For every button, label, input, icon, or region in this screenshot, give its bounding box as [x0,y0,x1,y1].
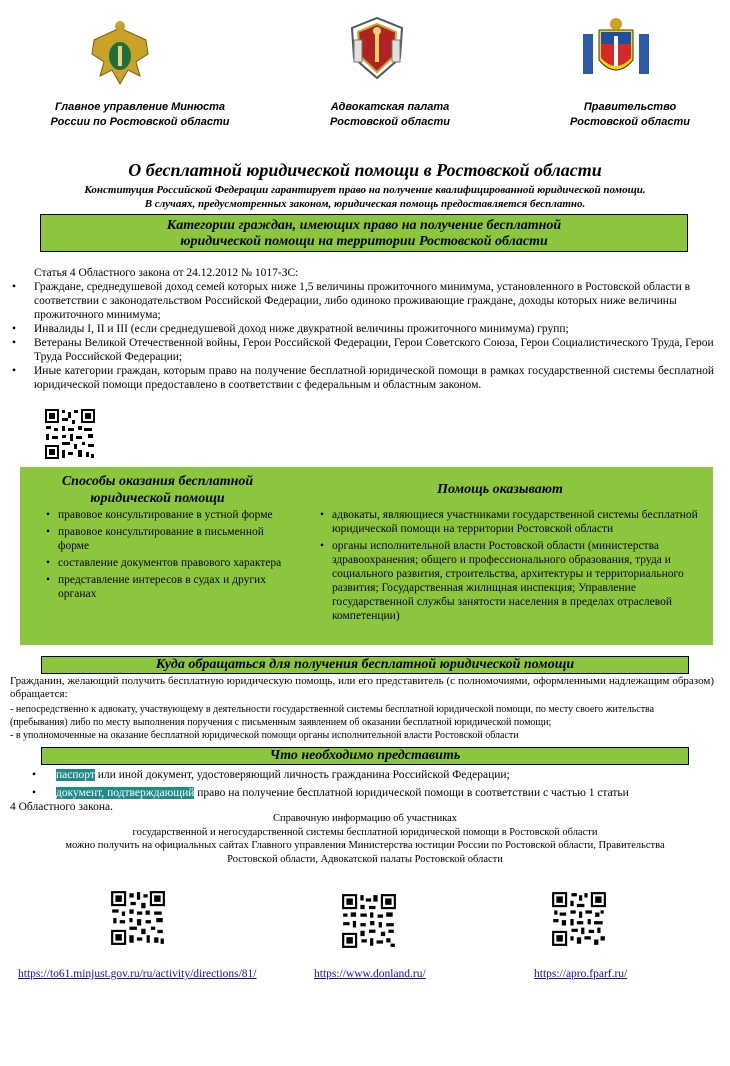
passport-highlight: паспорт [56,769,95,781]
list-item: • представление интересов в судах и других органах [46,573,284,601]
categories-intro: Статья 4 Областного закона от 24.12.2012 № 1017-ЗС: [34,267,299,279]
list-item: • органы исполнительной власти Ростовской области (министерства здравоохранения; общего и профессионального образования, труда и социального развития, строительства, архитектуры и территориального развития; Государственная жилищная инспекция; Управление государственной службы занятости населения в пределах отраслевой компетенции) [320,539,714,623]
providers-list [320,508,714,626]
org-caption-advocates: Адвокатская палата Ростовской области [330,101,450,128]
list-item: • правовое консультирование в устной форме [46,508,284,522]
list-item: • составление документов правового характера [46,556,284,570]
qr-minjust-icon [110,890,166,946]
advocate-chamber-emblem [346,14,408,82]
subtitle-line2: В случаях, предусмотренных законом, юридическая помощь предоставляется бесплатно. [144,198,586,210]
apro-link[interactable]: https://apro.fparf.ru/ [534,968,628,980]
org-caption-minjust: Главное управление Минюста России по Ростовской области [50,101,230,128]
methods-heading: Способы оказания бесплатной юридической помощи [61,474,254,506]
minjust-link[interactable]: https://to61.minjust.gov.ru/ru/activity/directions/81/ [18,968,257,980]
methods-list [46,508,284,604]
rostov-region-emblem [581,14,651,84]
org-caption-government: Правительство Ростовской области [570,101,690,128]
list-item: • правовое консультирование в письменной форме [46,525,284,553]
qr-apro-icon [551,891,607,947]
minjust-emblem [84,20,156,92]
proof-text: право на получение бесплатной юридической помощи в соответствии с частью 1 статьи [194,787,629,799]
document-item-proof [10,786,720,800]
proof-highlight: документ, подтверждающий [56,787,195,799]
providers-heading: Помощь оказывают [437,482,563,497]
where-intro: Гражданин, желающий получить бесплатную юридическую помощь, или его представитель (с полномочиями, оформленными надлежащим образом) обращается: [10,675,714,700]
where-section [10,675,714,742]
list-item: • Ветераны Великой Отечественной войны, Герои Российской Федерации, Герои Советского Союза, Герои Социалистического Труда, Герои Труда Российской Федерации; [8,336,714,364]
reference-info: Справочную информацию об участниках государственной и негосударственной системы бесплатной юридической помощи в Ростовской области можно получить на официальных сайтах Главного управления Министерства юстиции России по Ростовской области, Правительства Ростовской области, Адвокатской палаты Ростовской области [65,813,665,865]
qr-code-icon [44,408,96,460]
document-item-passport [10,768,720,782]
subtitle-line1: Конституция Российской Федерации гарантирует право на получение квалифицированной юридической помощи. [84,184,646,196]
list-item: • адвокаты, являющиеся участниками государственной системы бесплатной юридической помощи на территории Ростовской области [320,508,714,536]
document-item-proof-cont: 4 Областного закона. [10,801,113,813]
qr-donland-icon [341,893,397,949]
documents-heading: Что необходимо представить [41,747,689,765]
bullet-icon: • [32,787,37,799]
categories-section [8,266,714,392]
page-title: О бесплатной юридической помощи в Ростовской области [128,160,602,180]
documents-section [10,768,720,814]
categories-heading: Категории граждан, имеющих право на получение бесплатной юридической помощи на территории Ростовской области [40,214,688,252]
where-line1: - непосредственно к адвокату, участвующему в деятельности государственной системы бесплатной юридической помощи, по месту своего жительства (пребывания) либо по месту выполнения поручения с письменным заявлением об оказании бесплатной юридической помощи; [10,704,655,728]
passport-text: или иной документ, удостоверяющий личность гражданина Российской Федерации; [94,769,510,781]
bullet-icon: • [32,769,37,781]
donland-link[interactable]: https://www.donland.ru/ [314,968,426,980]
list-item: • Граждане, среднедушевой доход семей которых ниже 1,5 величины прожиточного минимума, установленного в Ростовской области в соответствии с законодательством Российской Федерации, либо одиноко проживающие граждане, доходы которых ниже величины прожиточного минимума; [8,280,714,322]
list-item: • Инвалиды I, II и III (если среднедушевой доход ниже двукратной величины прожиточного минимума) групп; [8,322,714,336]
where-line2: - в уполномоченные на оказание бесплатной юридической помощи органы исполнительной власти Ростовской области [10,730,519,741]
list-item: • Иные категории граждан, которым право на получение бесплатной юридической помощи в рамках государственной системы бесплатной юридической помощи предоставлено в соответствии с федеральным и областным законом. [8,364,714,392]
where-heading: Куда обращаться для получения бесплатной юридической помощи [41,656,689,674]
